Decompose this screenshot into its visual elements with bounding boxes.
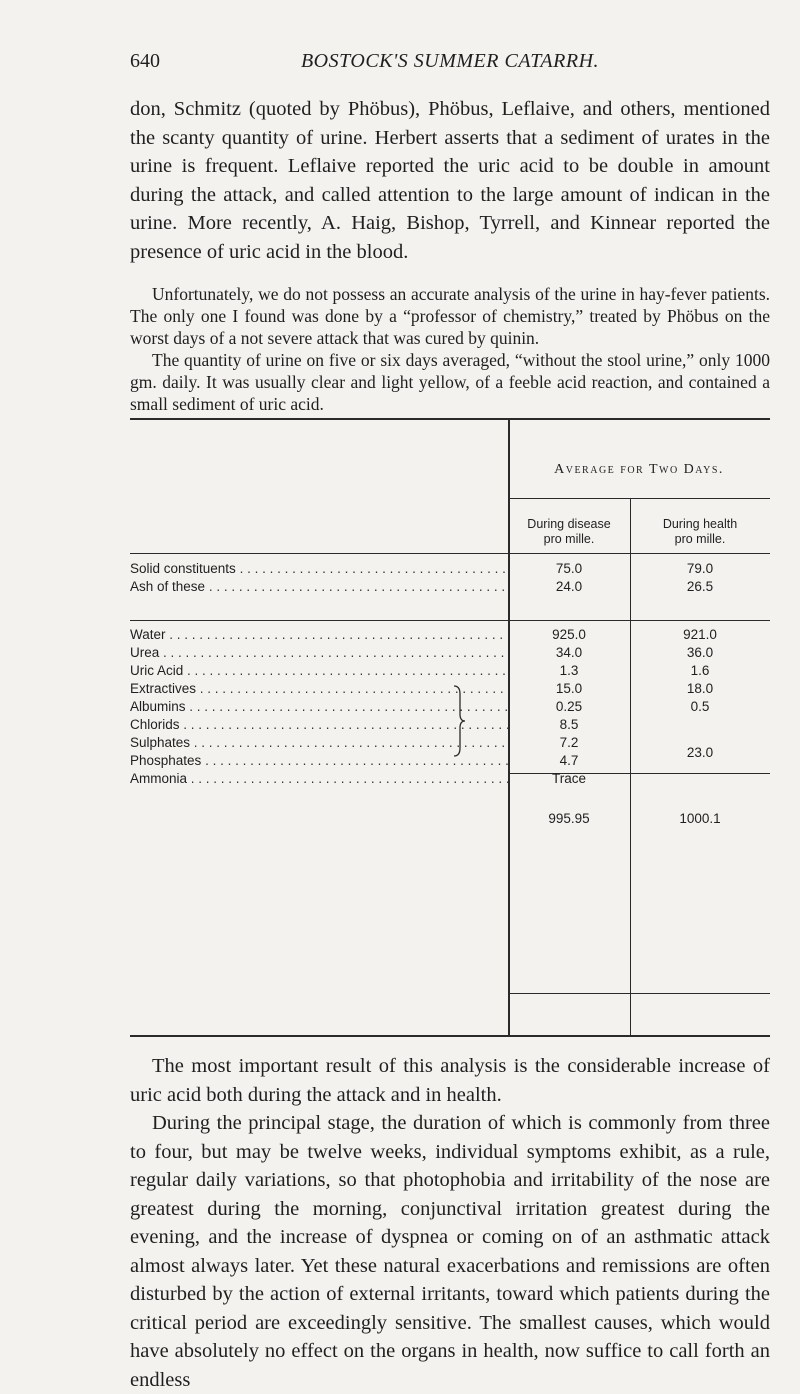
row-label: Ammonia . . . xyxy=(130,771,508,786)
col-health-header-line1: During health xyxy=(662,517,738,531)
cell-disease: 75.0 xyxy=(555,561,583,576)
col-disease-header-line2: pro mille. xyxy=(543,532,595,546)
cell-disease: 4.7 xyxy=(559,753,579,768)
cell-disease: 34.0 xyxy=(555,645,583,660)
cell-health: 1.6 xyxy=(690,663,710,678)
cell-health: 18.0 xyxy=(686,681,714,696)
table-top-rule xyxy=(130,418,770,420)
table-bottom-rule xyxy=(130,1035,770,1037)
row-label: Solid constituents . . . xyxy=(130,561,508,576)
cell-health: 26.5 xyxy=(686,579,714,594)
cell-disease: 0.25 xyxy=(555,699,583,714)
col-health-header-line2: pro mille. xyxy=(674,532,726,546)
cell-disease: Trace xyxy=(551,771,586,786)
paragraph-3: The quantity of urine on five or six days averaged, “without the stool urine,” only 1000 gm. daily. It was usually clear and light yellow, of a feeble acid reaction, and contained a small sediment of uric acid. xyxy=(130,350,770,414)
cell-disease: 7.2 xyxy=(559,735,579,750)
row-label: Uric Acid . . . xyxy=(130,663,508,678)
group-header: Average for Two Days. xyxy=(554,462,724,477)
paragraph-1: don, Schmitz (quoted by Phöbus), Phöbus, Leflaive, and others, mentioned the scanty quantity of urine. Herbert asserts that a sediment of urates in the urine is frequent. Leflaive reported the uric acid to be double in amount during the attack, and called attention to the large amount of indican in the urine. More recently, A. Haig, Bishop, Tyrrell, and Kinnear reported the presence of uric acid in the blood. xyxy=(130,98,770,263)
page-number: 640 xyxy=(130,50,160,72)
row-label: Ash of these . . . xyxy=(130,579,508,594)
paragraph-2: Unfortunately, we do not possess an accurate analysis of the urine in hay-fever patients. The only one I found was done by a “professor of chemistry,” treated by Phöbus on the worst days of a not severe attack that was cured by quinin. xyxy=(130,284,770,348)
subheader-rule xyxy=(130,553,770,554)
total-disease: 995.95 xyxy=(548,811,590,826)
grouping-brace xyxy=(452,684,466,758)
row-label: Urea . . . xyxy=(130,645,508,660)
section-rule xyxy=(130,620,770,621)
col-health-header xyxy=(630,517,770,547)
paragraph-4 xyxy=(130,1052,770,1109)
cell-health: 36.0 xyxy=(686,645,714,660)
cell-disease: 1.3 xyxy=(559,663,579,678)
row-label: Extractives . . . xyxy=(130,681,508,696)
cell-disease: 15.0 xyxy=(555,681,583,696)
col-disease-header-line1: During disease xyxy=(527,517,611,531)
cell-disease: 24.0 xyxy=(555,579,583,594)
total-rule xyxy=(508,993,770,994)
cell-disease: 925.0 xyxy=(552,627,586,642)
header-rule xyxy=(508,498,770,499)
row-label: Phosphates . . . xyxy=(130,753,508,768)
paragraph-4-text: The most important result of this analysis is the considerable increase of uric acid both during the attack and in health. xyxy=(130,1055,770,1106)
total-health: 1000.1 xyxy=(679,811,721,826)
running-title: BOSTOCK'S SUMMER CATARRH. xyxy=(300,50,600,72)
row-label: Water . . . xyxy=(130,627,508,642)
cell-health: 921.0 xyxy=(683,627,717,642)
cell-health: 0.5 xyxy=(690,699,710,714)
page-header xyxy=(130,50,770,80)
urine-analysis-table xyxy=(130,418,770,1043)
cell-health-grouped: 23.0 xyxy=(686,745,714,760)
paragraph-5: During the principal stage, the duration of which is commonly from three to four, but may be twelve weeks, individual symptoms exhibit, as a rule, regular daily variations, so that photophobia and irritability of the nose are greatest during the morning, conjunctival irritation greatest during the evening, and the increase of dyspnea or coming on of an asthmatic attack almost always later. Yet these natural exacerbations and remissions are often disturbed by the action of external irritants, toward which patients during the critical period are exceedingly sensitive. The smallest causes, which would have absolutely no effect on the organs in health, now suffice to call forth an endless xyxy=(130,1112,770,1391)
cell-disease: 8.5 xyxy=(559,717,579,732)
cell-health: 79.0 xyxy=(686,561,714,576)
row-label: Albumins . . . xyxy=(130,699,508,714)
col-disease-header xyxy=(508,517,630,547)
row-label: Sulphates . . . xyxy=(130,735,508,750)
row-label: Chlorids . . . xyxy=(130,717,508,732)
